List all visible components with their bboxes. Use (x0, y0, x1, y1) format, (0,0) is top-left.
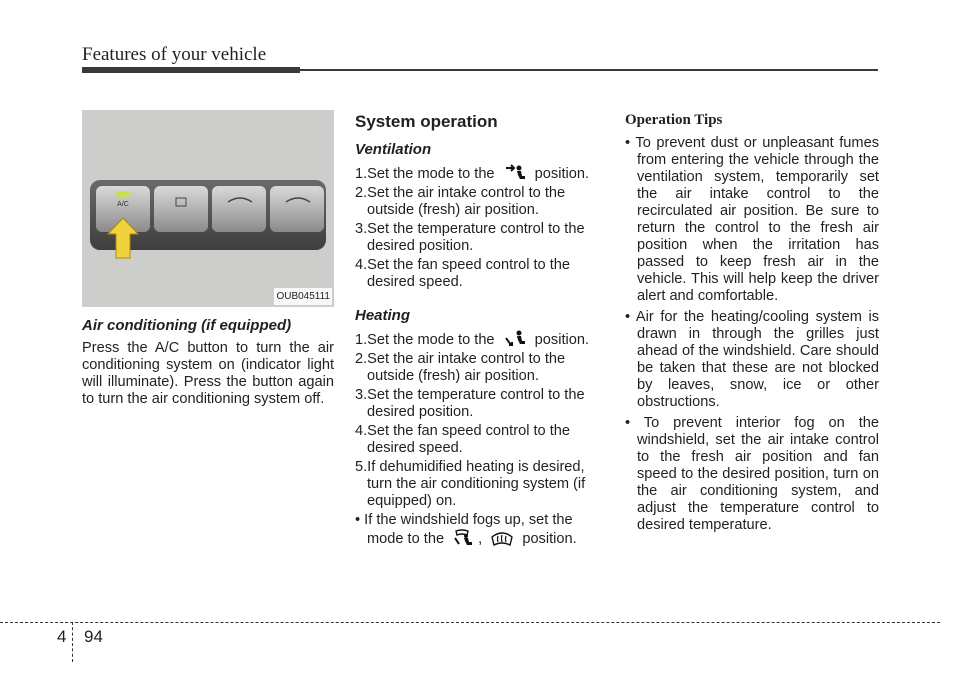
ac-panel-photo (82, 110, 334, 307)
header-rule-thick (82, 67, 300, 73)
defrost-mode-icon (490, 529, 514, 547)
face-mode-icon (503, 164, 527, 182)
page-number: 94 (84, 627, 103, 646)
heating-heading: Heating (355, 307, 411, 324)
ventilation-step-4: 4.Set the fan speed control to the desired speed. (355, 257, 571, 290)
footer-divider (72, 622, 73, 662)
heating-step-3: 3.Set the temperature control to the desired position. (355, 387, 585, 420)
heating-step-2: 2.Set the air intake control to the outside (fresh) air position. (355, 351, 566, 384)
header-rule-thin (300, 69, 878, 71)
ventilation-step-3: 3.Set the temperature control to the desired position. (355, 221, 585, 254)
middle-column (355, 110, 604, 550)
footer-rule (0, 622, 940, 623)
ventilation-heading: Ventilation (355, 141, 432, 158)
ventilation-step-2: 2.Set the air intake control to the outside (fresh) air position. (355, 185, 566, 218)
ac-control-panel-image (82, 110, 334, 307)
ac-indicator-light (115, 191, 131, 197)
page-header-title: Features of your vehicle (82, 44, 267, 65)
right-column (625, 110, 879, 538)
tip-item: • To prevent interior fog on the windshield, set the air intake control to the fresh air position and fan speed to the desired position, turn on the air conditioning system, and adjust the temperature control to desired temperature. (625, 415, 879, 533)
chapter-number: 4 (57, 627, 67, 646)
system-operation-heading: System operation (355, 112, 498, 131)
heating-step-5: 5.If dehumidified heating is desired, turn the air conditioning system (if equipped) on. (355, 459, 586, 509)
floor-defrost-mode-icon (452, 529, 474, 547)
heating-step-1: 1.Set the mode to the position. (355, 332, 590, 348)
ac-description: Press the A/C button to turn the air conditioning system on (indicator light will illuminate). Press the button again to turn the air conditioning system off. (82, 340, 334, 407)
heating-defog-bullet: • If the windshield fogs up, set the mode to the , position. (355, 512, 577, 547)
ventilation-step-1: 1.Set the mode to the position. (355, 166, 590, 182)
heating-step-4: 4.Set the fan speed control to the desired speed. (355, 423, 571, 456)
ac-button-label: A/C (117, 201, 129, 208)
left-column (82, 110, 334, 408)
operation-tips-heading: Operation Tips (625, 112, 723, 128)
tip-item: • To prevent dust or unpleasant fumes from entering the vehicle through the ventilation system, temporarily set the air intake control to the recirculated air position. Be sure to return the control to the fresh air position when the irritation has passed to keep fresh air in the vehicle. This will help keep the driver alert and comfortable. (625, 135, 879, 304)
floor-mode-icon (503, 330, 527, 348)
image-reference-code: OUB045111 (274, 288, 332, 305)
ac-heading: Air conditioning (if equipped) (82, 317, 292, 334)
tip-item: • Air for the heating/cooling system is drawn in through the grilles just ahead of the windshield. Care should be taken that these are not blocked by leaves, snow, ice or other obstructions. (625, 309, 879, 410)
